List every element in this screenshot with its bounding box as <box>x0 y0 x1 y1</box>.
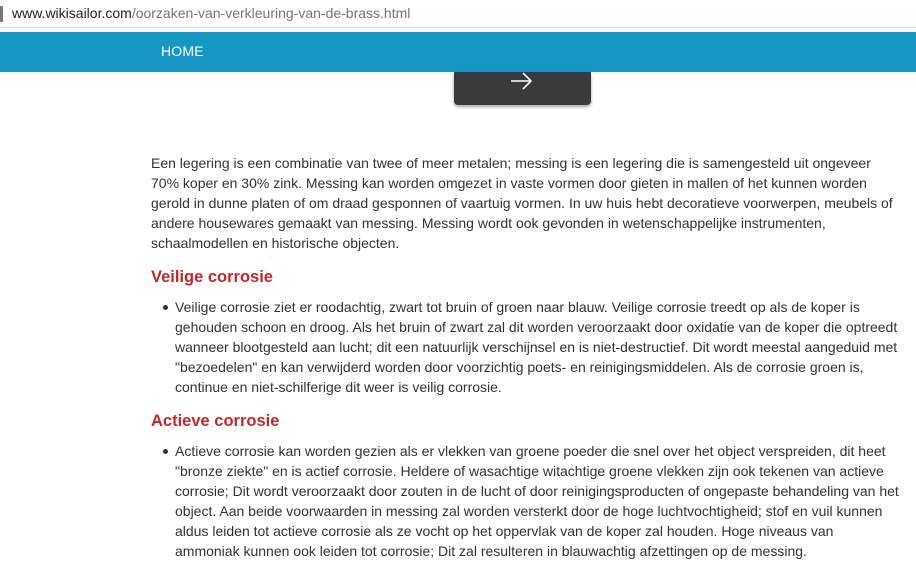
heading-veilige-corrosie: Veilige corrosie <box>151 268 273 286</box>
intro-paragraph: Een legering is een combinatie van twee of meer metalen; messing is een legering die is samengesteld uit ongeveer 70% koper en 30% zink. Messing kan worden omgezet in vaste vormen door gieten in mallen of het kunnen worden gerold in dunne platen of om draad gesponnen of vaartuig vormen. In uw huis hebt decoratieve voorwerpen, meubels of andere housewares gemaakt van messing. Messing wordt ook gevonden in wetenschappelijke instrumenten, schaalmodellen en historische objecten. <box>151 155 893 251</box>
article-body <box>151 153 899 561</box>
bullet-dot <box>163 449 168 454</box>
url-text[interactable] <box>12 5 410 21</box>
url-host: www.wikisailor.com <box>12 5 132 21</box>
list-item <box>151 297 899 397</box>
bullet-dot <box>163 305 168 310</box>
window-edge <box>0 6 3 22</box>
bullet-text: Veilige corrosie ziet er roodachtig, zwart tot bruin of groen naar blauw. Veilige corrosie treedt op als de koper is gehouden schoon en droog. Als het bruin of zwart zal dit worden veroorzaakt door oxidatie van de koper die optreedt wanneer blootgesteld aan lucht; dit een natuurlijk verschijnsel en is niet-destructief. Dit wordt meestal aangeduid met "bezoedelen" en kan verwijderd worden door voorzichtig poets- en reinigingsmiddelen. Als de corrosie groen is, continue en niet-schilferige dit weer is veilig corrosie. <box>175 299 898 395</box>
next-arrow-button[interactable] <box>454 72 591 105</box>
top-navbar <box>0 32 916 72</box>
nav-home-link[interactable]: HOME <box>161 43 204 59</box>
list-item <box>151 441 899 561</box>
url-path: /oorzaken-van-verkleuring-van-de-brass.html <box>131 5 411 21</box>
bullet-text: Actieve corrosie kan worden gezien als er vlekken van groene poeder die snel over het object verspreiden, dit heet "bronze ziekte" en is actief corrosie. Heldere of wasachtige witachtige groene vlekken zijn ook tekenen van actieve corrosie; Dit wordt veroorzaakt door zouten in de lucht of door reinigingsproducten of ongepaste behandeling van het object. Aan beide voorwaarden in messing zal worden versterkt door de hoge luchtvochtigheid; stof en vuil kunnen aldus leiden tot actieve corrosie als ze vocht op het oppervlak van de koper zal houden. Hoge niveaus van ammoniak kunnen ook leiden tot corrosie; Dit zal resulteren in blauwachtig afzettingen op de messing. <box>175 443 899 559</box>
heading-actieve-corrosie: Actieve corrosie <box>151 412 280 430</box>
arrow-right-icon <box>508 72 538 92</box>
address-bar[interactable] <box>0 0 916 28</box>
